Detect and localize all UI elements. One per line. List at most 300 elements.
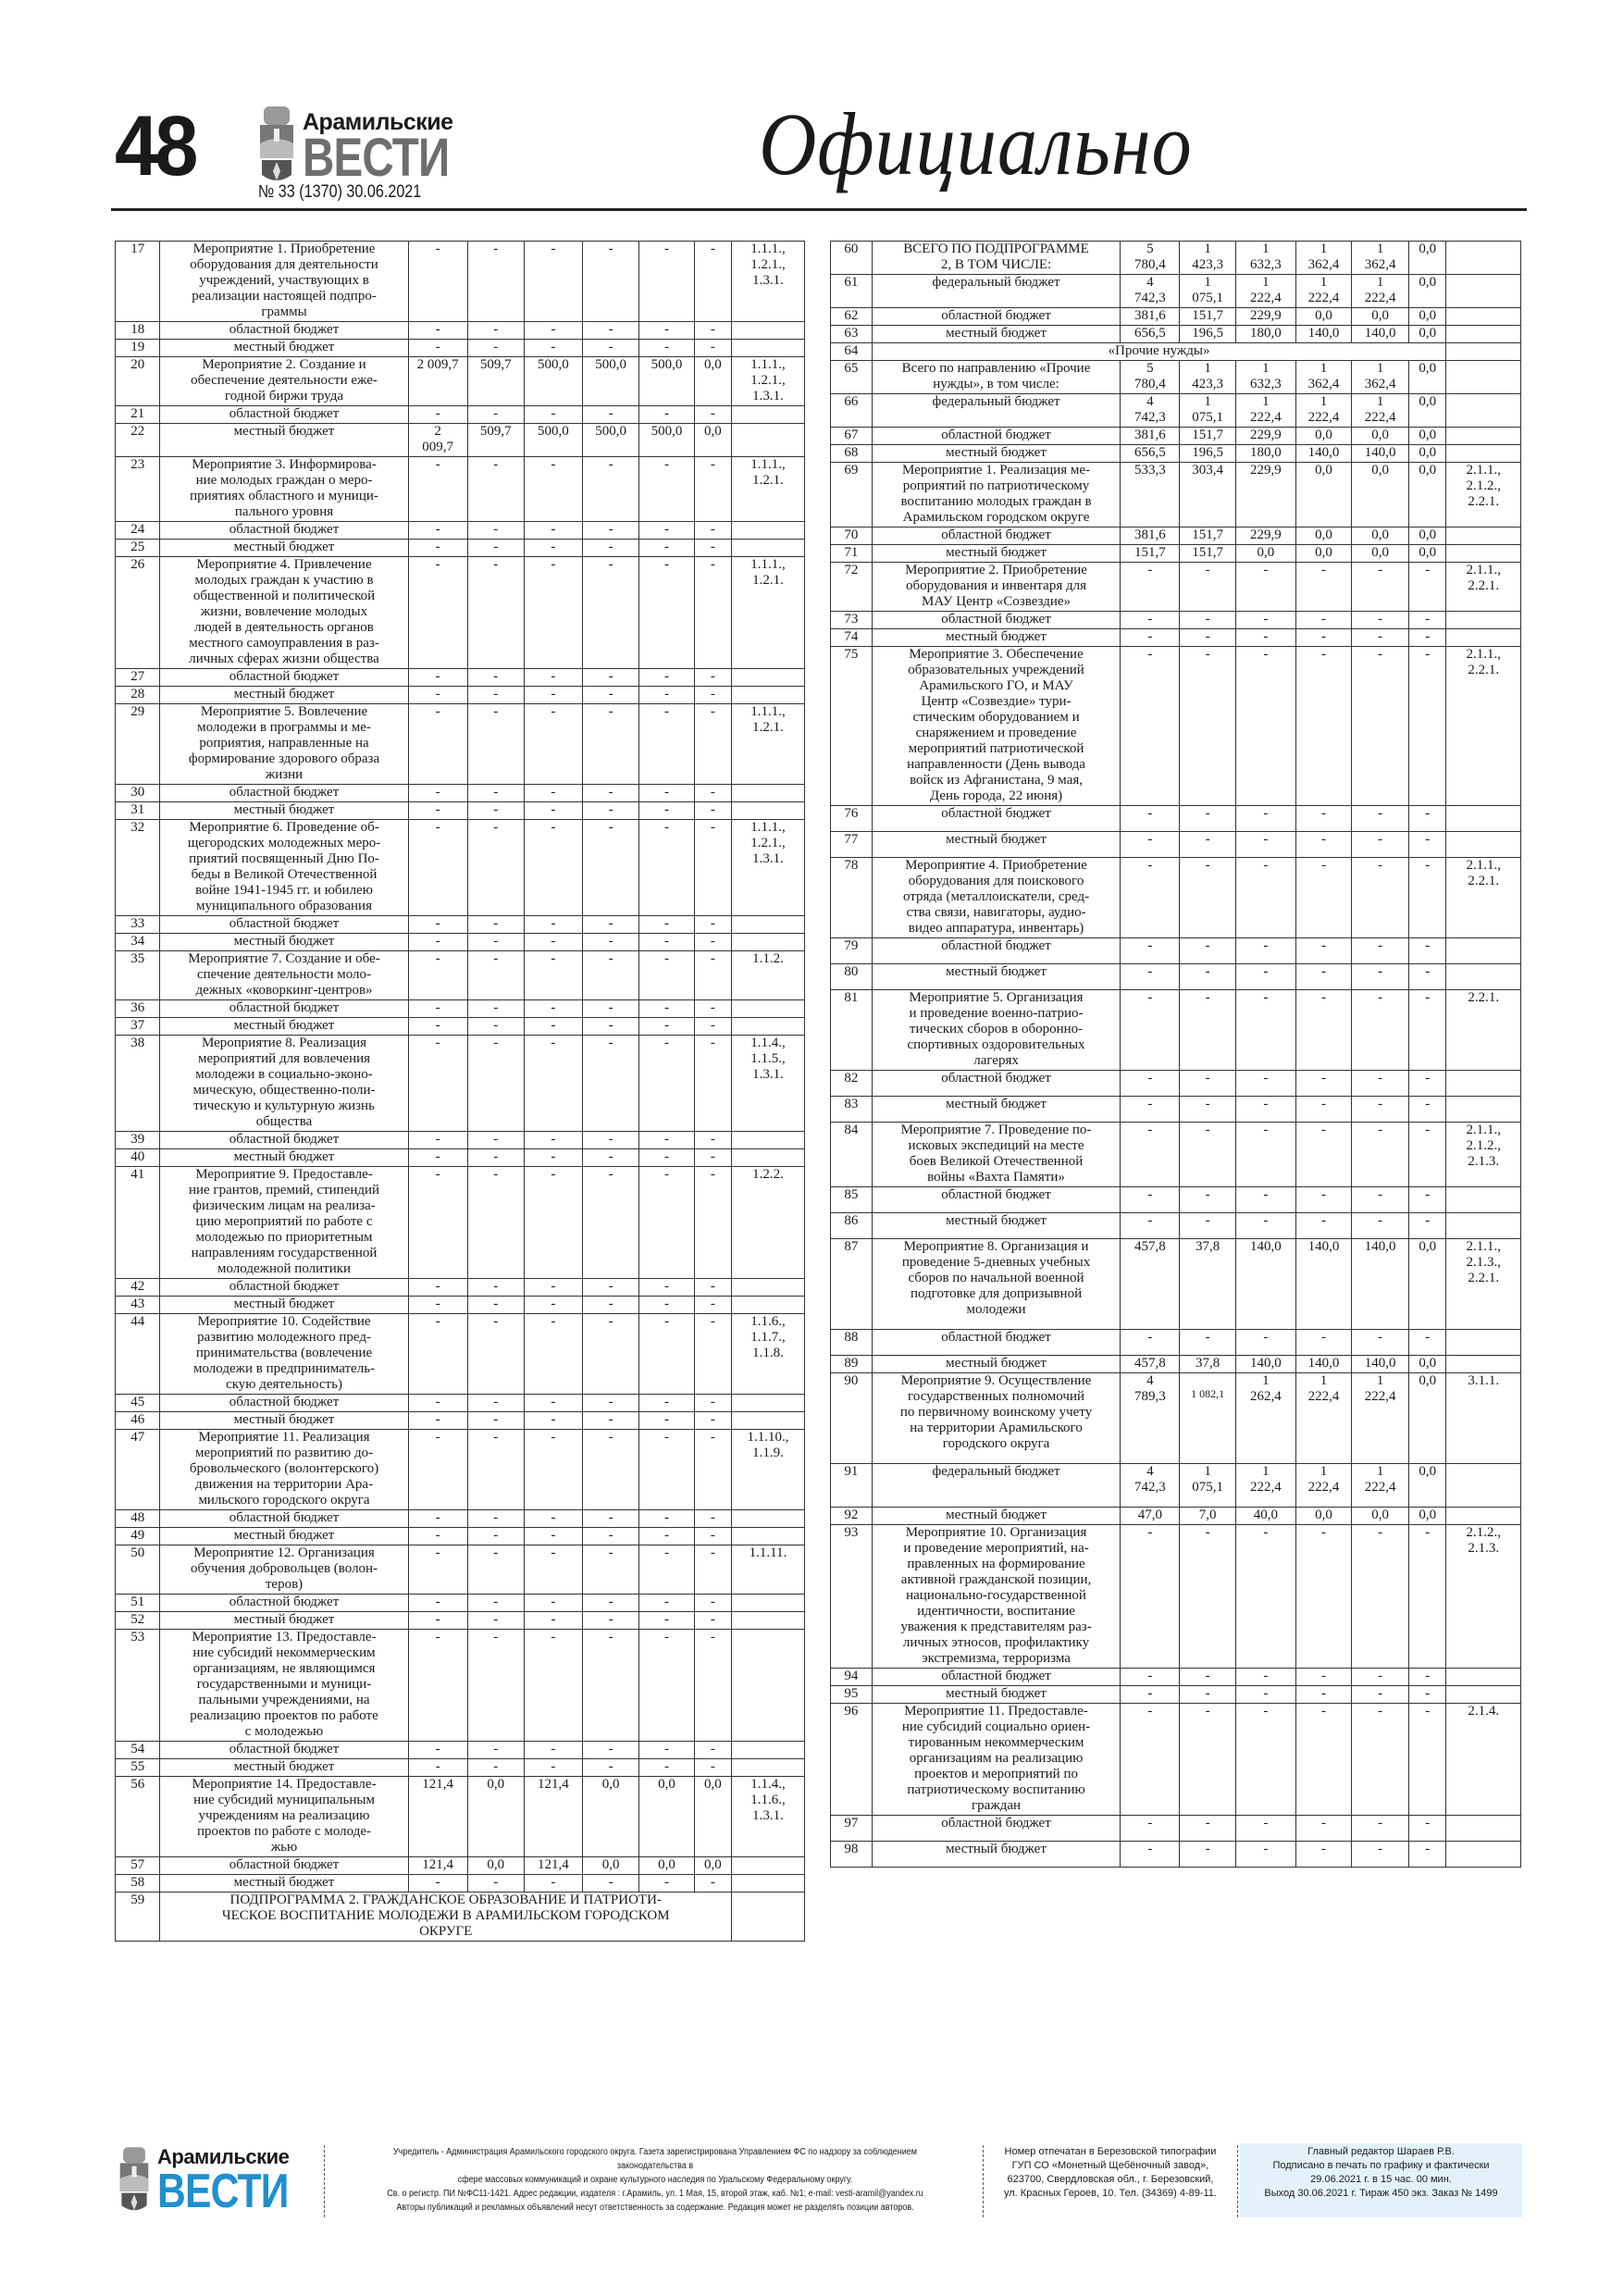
cell-year-2025: 0,0 xyxy=(1409,326,1446,343)
cell-year-2021: - xyxy=(467,557,524,669)
cell-target-codes xyxy=(731,1132,804,1149)
cell-year-2023: - xyxy=(1295,1525,1351,1669)
cell-year-2025: - xyxy=(1409,1123,1446,1187)
cell-target-codes xyxy=(731,1759,804,1777)
cell-year-2022: - xyxy=(1235,1071,1295,1097)
cell-year-2024: 1 362,4 xyxy=(1352,242,1409,275)
cell-row-number: 34 xyxy=(116,934,160,951)
cell-year-2024: 0,0 xyxy=(1352,1508,1409,1525)
cell-year-2022: - xyxy=(524,669,582,687)
cell-year-2025: - xyxy=(694,802,731,820)
cell-year-2022: 140,0 xyxy=(1235,1239,1295,1330)
cell-item-name: областной бюджет xyxy=(872,308,1121,326)
table-row xyxy=(831,527,1521,545)
cell-year-2025: - xyxy=(694,1759,731,1777)
table-row xyxy=(116,1412,805,1430)
cell-target-codes xyxy=(731,424,804,457)
cell-item-name: областной бюджет xyxy=(872,806,1121,832)
cell-year-2023: - xyxy=(1295,806,1351,832)
table-row xyxy=(831,445,1521,463)
cell-year-2024: 0,0 xyxy=(1352,428,1409,445)
cell-total: 5 780,4 xyxy=(1121,361,1180,394)
cell-year-2021: - xyxy=(1180,1816,1235,1842)
cell-year-2024: - xyxy=(639,1018,695,1036)
cell-target-codes xyxy=(731,1395,804,1412)
cell-total: - xyxy=(408,1430,467,1510)
cell-year-2025: - xyxy=(1409,990,1446,1071)
cell-year-2023: 0,0 xyxy=(1295,463,1351,527)
cell-target-codes: 2.1.4. xyxy=(1446,1704,1521,1816)
cell-row-number: 21 xyxy=(116,406,160,424)
cell-row-number: 72 xyxy=(831,563,873,612)
cell-year-2021: 1 075,1 xyxy=(1180,275,1235,308)
cell-year-2025: 0,0 xyxy=(1409,1239,1446,1330)
cell-total: 5 780,4 xyxy=(1121,242,1180,275)
cell-year-2022: - xyxy=(524,1018,582,1036)
cell-total: - xyxy=(408,802,467,820)
cell-year-2025: 0,0 xyxy=(1409,242,1446,275)
cell-year-2021: - xyxy=(1180,1704,1235,1816)
cell-year-2025: - xyxy=(1409,964,1446,990)
cell-total: - xyxy=(408,1000,467,1018)
cell-target-codes: 2.1.1., 2.2.1. xyxy=(1446,647,1521,806)
cell-target-codes xyxy=(1446,242,1521,275)
table-row xyxy=(116,820,805,916)
cell-target-codes xyxy=(1446,275,1521,308)
cell-year-2023: - xyxy=(583,1875,639,1893)
cell-year-2025: - xyxy=(694,1595,731,1612)
cell-year-2024: - xyxy=(639,242,695,322)
cell-year-2022: - xyxy=(1235,806,1295,832)
cell-item-name: Мероприятие 13. Предоставле- ние субсидий некоммерческим организациям, не являющимся государственными и муници- пальными учреждениями, на реализацию проектов по работе с молодежью xyxy=(160,1630,408,1742)
table-row xyxy=(831,1816,1521,1842)
cell-year-2022: - xyxy=(524,1412,582,1430)
cell-total: 656,5 xyxy=(1121,445,1180,463)
cell-target-codes: 1.2.2. xyxy=(731,1167,804,1279)
table-row xyxy=(831,647,1521,806)
cell-year-2025: - xyxy=(694,785,731,802)
cell-year-2023: - xyxy=(583,1742,639,1759)
cell-target-codes xyxy=(1446,806,1521,832)
cell-year-2023: - xyxy=(583,1132,639,1149)
cell-row-number: 51 xyxy=(116,1595,160,1612)
cell-row-number: 35 xyxy=(116,951,160,1000)
cell-year-2023: - xyxy=(1295,1842,1351,1868)
cell-year-2021: 37,8 xyxy=(1180,1239,1235,1330)
cell-year-2023: - xyxy=(583,1314,639,1395)
cell-year-2021: 0,0 xyxy=(467,1777,524,1857)
cell-item-name: федеральный бюджет xyxy=(872,1464,1121,1508)
cell-year-2022: - xyxy=(1235,612,1295,629)
cell-year-2024: 0,0 xyxy=(1352,463,1409,527)
cell-year-2023: - xyxy=(583,785,639,802)
cell-target-codes xyxy=(1446,1816,1521,1842)
cell-target-codes xyxy=(1446,964,1521,990)
cell-year-2023: - xyxy=(1295,1816,1351,1842)
cell-item-name: местный бюджет xyxy=(160,934,408,951)
cell-year-2022: 121,4 xyxy=(524,1777,582,1857)
cell-year-2022: - xyxy=(1235,964,1295,990)
cell-year-2021: - xyxy=(1180,647,1235,806)
cell-year-2023: 1 222,4 xyxy=(1295,394,1351,428)
cell-target-codes xyxy=(731,540,804,557)
cell-year-2022: 180,0 xyxy=(1235,445,1295,463)
cell-target-codes xyxy=(731,1742,804,1759)
cell-total: - xyxy=(408,242,467,322)
cell-item-name: Мероприятие 6. Проведение об- щегородских молодежных меро- приятий посвященный Дню По- беды в Великой Отечественной войне 1941-1945 гг. и юбилею муниципального образования xyxy=(160,820,408,916)
cell-target-codes xyxy=(1446,343,1521,361)
cell-total: - xyxy=(408,1167,467,1279)
cell-total: - xyxy=(408,1742,467,1759)
cell-row-number: 39 xyxy=(116,1132,160,1149)
cell-total: - xyxy=(408,951,467,1000)
cell-year-2024: - xyxy=(1352,1816,1409,1842)
cell-total: - xyxy=(408,820,467,916)
cell-year-2024: - xyxy=(1352,1525,1409,1669)
cell-item-name: местный бюджет xyxy=(160,424,408,457)
cell-row-number: 64 xyxy=(831,343,873,361)
cell-target-codes xyxy=(731,934,804,951)
cell-year-2025: 0,0 xyxy=(1409,394,1446,428)
cell-year-2024: - xyxy=(639,457,695,522)
cell-item-name: местный бюджет xyxy=(872,1508,1121,1525)
cell-year-2024: - xyxy=(1352,647,1409,806)
footer-logo-top: Арамильские xyxy=(157,2145,290,2168)
cell-item-name: местный бюджет xyxy=(872,629,1121,647)
cell-year-2022: 1 222,4 xyxy=(1235,394,1295,428)
cell-year-2021: - xyxy=(467,1395,524,1412)
cell-target-codes xyxy=(1446,612,1521,629)
table-row xyxy=(831,1464,1521,1508)
footer-divider xyxy=(1237,2145,1238,2217)
cell-year-2024: - xyxy=(1352,1330,1409,1356)
cell-target-codes xyxy=(731,1893,804,1942)
cell-year-2025: - xyxy=(1409,647,1446,806)
cell-year-2023: - xyxy=(1295,858,1351,938)
cell-year-2024: - xyxy=(639,1412,695,1430)
cell-year-2021: 151,7 xyxy=(1180,527,1235,545)
cell-year-2021: - xyxy=(467,1314,524,1395)
cell-item-name: местный бюджет xyxy=(872,545,1121,563)
cell-year-2023: 0,0 xyxy=(583,1777,639,1857)
cell-year-2024: - xyxy=(1352,1097,1409,1123)
cell-target-codes xyxy=(731,322,804,340)
cell-year-2023: 1 222,4 xyxy=(1295,1464,1351,1508)
cell-target-codes: 1.1.1., 1.2.1., 1.3.1. xyxy=(731,820,804,916)
cell-total: - xyxy=(408,1510,467,1528)
cell-item-name: Мероприятие 10. Организация и проведение мероприятий, на- правленных на формирование активной гражданской позиции, национально-государственной идентичности, воспитание уважения к представителям раз- личных этносов, профилактику экстремизма, терроризма xyxy=(872,1525,1121,1669)
footer xyxy=(111,2145,1527,2219)
cell-year-2025: - xyxy=(694,820,731,916)
cell-item-name: местный бюджет xyxy=(160,1018,408,1036)
cell-item-name: областной бюджет xyxy=(872,1816,1121,1842)
cell-year-2025: - xyxy=(1409,938,1446,964)
cell-item-name: Мероприятие 10. Содействие развитию молодежного пред- принимательства (вовлечение молодежи в предприниматель- скую деятельность) xyxy=(160,1314,408,1395)
cell-row-number: 67 xyxy=(831,428,873,445)
cell-year-2025: - xyxy=(1409,1097,1446,1123)
cell-year-2024: - xyxy=(639,1297,695,1314)
cell-year-2021: - xyxy=(1180,563,1235,612)
cell-year-2021: - xyxy=(467,669,524,687)
cell-year-2024: 500,0 xyxy=(639,357,695,406)
cell-year-2024: 1 222,4 xyxy=(1352,1373,1409,1464)
cell-year-2024: - xyxy=(639,1279,695,1297)
cell-row-number: 17 xyxy=(116,242,160,322)
cell-year-2021: - xyxy=(1180,832,1235,858)
cell-year-2025: - xyxy=(1409,1187,1446,1213)
cell-row-number: 92 xyxy=(831,1508,873,1525)
editor-info xyxy=(1240,2143,1522,2217)
cell-target-codes xyxy=(1446,1213,1521,1239)
table-row xyxy=(116,1595,805,1612)
cell-year-2025: - xyxy=(694,1612,731,1630)
cell-year-2025: 0,0 xyxy=(694,424,731,457)
cell-target-codes xyxy=(1446,1508,1521,1525)
cell-target-codes: 2.2.1. xyxy=(1446,990,1521,1071)
cell-total: - xyxy=(1121,1213,1180,1239)
cell-year-2022: - xyxy=(524,1167,582,1279)
cell-item-name: местный бюджет xyxy=(872,1097,1121,1123)
cell-total: - xyxy=(1121,647,1180,806)
cell-year-2024: - xyxy=(639,1167,695,1279)
cell-row-number: 52 xyxy=(116,1612,160,1630)
cell-item-name: Мероприятие 5. Вовлечение молодежи в программы и ме- роприятия, направленные на формирование здорового образа жизни xyxy=(160,704,408,785)
cell-total: 533,3 xyxy=(1121,463,1180,527)
cell-year-2022: - xyxy=(1235,1213,1295,1239)
cell-year-2023: 1 362,4 xyxy=(1295,361,1351,394)
cell-item-name: Мероприятие 9. Предоставле- ние грантов, премий, стипендий физическим лицам на реализа- цию мероприятий по работе с молодежью по приоритетным направлениям государственной молодежной политики xyxy=(160,1167,408,1279)
cell-year-2025: 0,0 xyxy=(1409,361,1446,394)
cell-year-2025: 0,0 xyxy=(1409,428,1446,445)
cell-row-number: 27 xyxy=(116,669,160,687)
cell-year-2025: 0,0 xyxy=(1409,1464,1446,1508)
cell-item-name: федеральный бюджет xyxy=(872,275,1121,308)
footer-logo-main: ВЕСТИ xyxy=(157,2165,289,2218)
cell-year-2024: 0,0 xyxy=(1352,308,1409,326)
cell-year-2021: 151,7 xyxy=(1180,308,1235,326)
cell-year-2022: - xyxy=(524,242,582,322)
cell-row-number: 86 xyxy=(831,1213,873,1239)
cell-item-name: местный бюджет xyxy=(160,1875,408,1893)
cell-total: - xyxy=(408,704,467,785)
cell-item-name: Мероприятие 7. Создание и обе- спечение деятельности моло- дежных «коворкинг-центров» xyxy=(160,951,408,1000)
cell-year-2021: - xyxy=(1180,1213,1235,1239)
cell-year-2025: - xyxy=(694,1875,731,1893)
cell-year-2025: 0,0 xyxy=(694,357,731,406)
table-row xyxy=(831,1842,1521,1868)
cell-year-2025: 0,0 xyxy=(694,1857,731,1875)
cell-year-2022: - xyxy=(524,1314,582,1395)
cell-year-2023: - xyxy=(583,1000,639,1018)
table-row xyxy=(831,990,1521,1071)
cell-item-name: областной бюджет xyxy=(160,916,408,934)
cell-total: - xyxy=(408,687,467,704)
cell-year-2022: - xyxy=(524,1297,582,1314)
cell-item-name: областной бюджет xyxy=(872,1330,1121,1356)
cell-year-2022: - xyxy=(1235,1669,1295,1686)
cell-year-2023: 500,0 xyxy=(583,424,639,457)
cell-year-2023: 0,0 xyxy=(1295,428,1351,445)
cell-year-2023: - xyxy=(583,1528,639,1545)
cell-row-number: 79 xyxy=(831,938,873,964)
cell-total: - xyxy=(1121,1123,1180,1187)
cell-year-2025: - xyxy=(1409,1330,1446,1356)
cell-row-number: 44 xyxy=(116,1314,160,1395)
cell-total: - xyxy=(1121,612,1180,629)
cell-target-codes xyxy=(731,785,804,802)
cell-year-2025: 0,0 xyxy=(1409,1356,1446,1373)
table-row xyxy=(116,704,805,785)
cell-year-2022: - xyxy=(524,1036,582,1132)
cell-year-2025: - xyxy=(694,522,731,540)
cell-year-2021: - xyxy=(467,540,524,557)
cell-target-codes: 3.1.1. xyxy=(1446,1373,1521,1464)
cell-year-2022: - xyxy=(524,1875,582,1893)
cell-year-2021: - xyxy=(467,1036,524,1132)
cell-year-2021: 509,7 xyxy=(467,424,524,457)
cell-item-name: областной бюджет xyxy=(160,406,408,424)
cell-year-2024: - xyxy=(1352,1123,1409,1187)
cell-year-2022: - xyxy=(524,1395,582,1412)
table-row xyxy=(831,428,1521,445)
table-row xyxy=(831,964,1521,990)
cell-target-codes: 2.1.1., 2.2.1. xyxy=(1446,858,1521,938)
cell-item-name: Мероприятие 12. Организация обучения добровольцев (волон- теров) xyxy=(160,1545,408,1595)
cell-item-name: областной бюджет xyxy=(160,1510,408,1528)
newspaper-logo-top: Арамильские xyxy=(303,109,453,135)
cell-target-codes xyxy=(731,1297,804,1314)
cell-item-name: местный бюджет xyxy=(872,964,1121,990)
table-row xyxy=(831,1071,1521,1097)
cell-year-2021: - xyxy=(467,1528,524,1545)
cell-total: 47,0 xyxy=(1121,1508,1180,1525)
cell-item-name: Мероприятие 3. Обеспечение образовательных учреждений Арамильского ГО, и МАУ Центр «Созвездие» тури- стическим оборудованием и снаряжением и проведение мероприятий патриотической направленности (День вывода войск из Афганистана, 9 мая, День города, 22 июня) xyxy=(872,647,1121,806)
cell-year-2024: - xyxy=(639,1430,695,1510)
section-heading-cell: «Прочие нужды» xyxy=(872,343,1446,361)
cell-year-2022: - xyxy=(524,1279,582,1297)
table-row xyxy=(831,1704,1521,1816)
printer-info xyxy=(986,2145,1234,2201)
table-row xyxy=(116,1893,805,1942)
cell-item-name: местный бюджет xyxy=(872,326,1121,343)
cell-total: 457,8 xyxy=(1121,1239,1180,1330)
cell-year-2023: - xyxy=(583,406,639,424)
header-rule xyxy=(111,208,1527,211)
cell-target-codes: 1.1.2. xyxy=(731,951,804,1000)
cell-item-name: местный бюджет xyxy=(160,1297,408,1314)
cell-year-2024: - xyxy=(639,785,695,802)
cell-row-number: 94 xyxy=(831,1669,873,1686)
cell-year-2022: 229,9 xyxy=(1235,463,1295,527)
table-row xyxy=(831,832,1521,858)
cell-year-2024: - xyxy=(639,1510,695,1528)
cell-year-2022: - xyxy=(1235,1842,1295,1868)
footer-logo xyxy=(118,2145,317,2217)
footer-divider xyxy=(983,2145,984,2217)
table-row xyxy=(116,1857,805,1875)
cell-year-2021: - xyxy=(467,1630,524,1742)
cell-year-2024: - xyxy=(639,1545,695,1595)
cell-year-2021: 1 082,1 xyxy=(1180,1373,1235,1464)
cell-year-2022: - xyxy=(524,340,582,357)
cell-year-2022: - xyxy=(524,934,582,951)
cell-year-2021: - xyxy=(1180,1686,1235,1704)
cell-target-codes xyxy=(731,1857,804,1875)
cell-target-codes xyxy=(1446,445,1521,463)
table-row xyxy=(116,1314,805,1395)
cell-year-2024: - xyxy=(639,406,695,424)
cell-year-2025: - xyxy=(694,1510,731,1528)
table-row xyxy=(831,545,1521,563)
cell-year-2021: - xyxy=(1180,1123,1235,1187)
cell-row-number: 45 xyxy=(116,1395,160,1412)
cell-row-number: 95 xyxy=(831,1686,873,1704)
cell-year-2022: - xyxy=(524,557,582,669)
cell-year-2025: 0,0 xyxy=(1409,308,1446,326)
table-row xyxy=(116,1759,805,1777)
cell-year-2025: - xyxy=(1409,806,1446,832)
cell-item-name: Мероприятие 4. Привлечение молодых граждан к участию в общественной и политической жизни, вовлечение молодых людей в деятельность органов местного самоуправления в раз- личных сферах жизни общества xyxy=(160,557,408,669)
cell-year-2023: - xyxy=(583,916,639,934)
table-row xyxy=(831,463,1521,527)
table-row xyxy=(116,1000,805,1018)
table-row xyxy=(116,687,805,704)
cell-year-2021: - xyxy=(467,242,524,322)
cell-item-name: областной бюджет xyxy=(872,938,1121,964)
cell-row-number: 57 xyxy=(116,1857,160,1875)
cell-total: - xyxy=(1121,832,1180,858)
cell-year-2023: - xyxy=(1295,612,1351,629)
cell-year-2022: - xyxy=(1235,1187,1295,1213)
cell-total: - xyxy=(1121,858,1180,938)
cell-item-name: областной бюджет xyxy=(872,1187,1121,1213)
cell-year-2023: 0,0 xyxy=(1295,527,1351,545)
cell-target-codes xyxy=(1446,1330,1521,1356)
table-row xyxy=(116,1430,805,1510)
editor-line: 29.06.2021 г. в 15 час. 00 мин. xyxy=(1310,2174,1452,2185)
cell-year-2021: - xyxy=(467,406,524,424)
cell-target-codes: 1.1.1., 1.2.1. xyxy=(731,457,804,522)
cell-total: - xyxy=(1121,990,1180,1071)
table-row xyxy=(831,275,1521,308)
cell-year-2024: - xyxy=(639,951,695,1000)
cell-row-number: 36 xyxy=(116,1000,160,1018)
table-row xyxy=(831,1330,1521,1356)
cell-target-codes xyxy=(731,1000,804,1018)
cell-row-number: 25 xyxy=(116,540,160,557)
cell-target-codes xyxy=(1446,428,1521,445)
cell-year-2024: - xyxy=(639,1395,695,1412)
publisher-info xyxy=(364,2145,947,2215)
cell-year-2025: 0,0 xyxy=(1409,527,1446,545)
cell-total: - xyxy=(408,557,467,669)
cell-year-2022: - xyxy=(1235,1097,1295,1123)
cell-year-2021: - xyxy=(467,1742,524,1759)
cell-year-2023: 1 362,4 xyxy=(1295,242,1351,275)
cell-target-codes xyxy=(731,687,804,704)
cell-year-2024: - xyxy=(639,934,695,951)
table-row xyxy=(116,357,805,406)
cell-year-2024: - xyxy=(1352,938,1409,964)
page-number: 48 xyxy=(115,99,195,193)
cell-year-2024: 140,0 xyxy=(1352,1239,1409,1330)
cell-year-2021: - xyxy=(1180,1187,1235,1213)
cell-year-2024: - xyxy=(639,1149,695,1167)
cell-year-2022: - xyxy=(524,1742,582,1759)
table-row xyxy=(831,938,1521,964)
cell-year-2025: - xyxy=(1409,1686,1446,1704)
cell-year-2024: - xyxy=(1352,858,1409,938)
